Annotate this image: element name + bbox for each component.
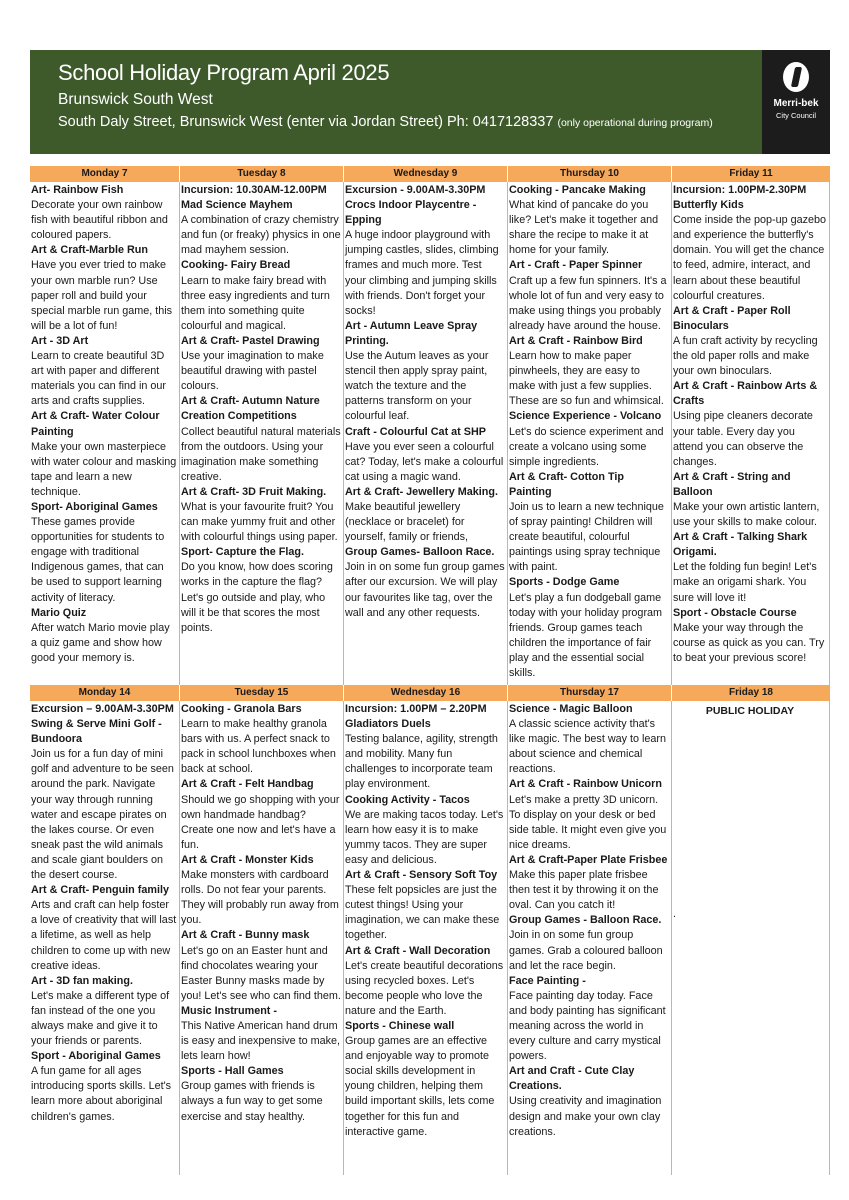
- day-column-thursday-10: [508, 182, 672, 685]
- day-header-monday-14: Monday 14: [30, 685, 180, 701]
- activity-title: Art & Craft - Rainbow Bird: [509, 334, 643, 347]
- day-column-wednesday-16: [344, 701, 508, 1175]
- activity-title: Art & Craft - Wall Decoration: [345, 944, 491, 957]
- day-column-friday-11: [672, 182, 830, 685]
- day-column-monday-7: [30, 182, 180, 685]
- activity-description: Make your way through the course as quick as you can. Try to beat your previous score!: [673, 621, 825, 664]
- activity-title: Art & Craft - Paper Roll Binoculars: [673, 304, 791, 332]
- activity-title: Cooking - Pancake Making: [509, 184, 646, 196]
- merri-bek-logo-icon: [783, 62, 809, 92]
- day-header-thursday-17: Thursday 17: [508, 685, 672, 701]
- activity-description: Face painting day today. Face and body painting has significant meaning across the world in every culture and carry mystical powers.: [509, 989, 666, 1063]
- activity-title: Incursion: 1.00PM – 2.20PM Gladiators Duels: [345, 703, 487, 731]
- day-column-wednesday-9: [344, 182, 508, 685]
- activity-description: Let's make a different type of fan instead of the one you always make and give it to your friends or parents.: [31, 989, 170, 1048]
- address-text: South Daly Street, Brunswick West (enter via Jordan Street) Ph: 0417128337: [58, 114, 554, 130]
- location-subtitle: Brunswick South West: [58, 91, 213, 108]
- activity-description: Make beautiful jewellery (necklace or bracelet) for yourself, family or friends,: [345, 500, 469, 544]
- activity-description: A classic science activity that's like magic. The best way to learn about science and chemical reactions.: [509, 718, 667, 776]
- activity-title: Art & Craft - Talking Shark Origami.: [673, 531, 808, 559]
- activity-title: Mario Quiz: [31, 606, 87, 619]
- page-title: School Holiday Program April 2025: [58, 60, 390, 85]
- activity-description: Craft up a few fun spinners. It's a whole lot of fun and very easy to make using things you probably already have around the house.: [509, 274, 667, 332]
- activity-description: Let's make a pretty 3D unicorn. To display on your desk or bed side table. It might even give you nice dreams.: [509, 793, 667, 851]
- day-header-friday-11: Friday 11: [672, 166, 830, 182]
- activity-title: Incursion: 1.00PM-2.30PM Butterfly Kids: [673, 184, 807, 212]
- activity-description: Should we go shopping with your own handmade handbag? Create one now and let's have a fun.: [181, 793, 340, 851]
- activity-title: Science - Magic Balloon: [509, 703, 633, 715]
- activity-description: Come inside the pop-up gazebo and experience the butterfly's domain. You will get the chance to feed, admire, interact, and learn about these beautiful colourful creatures.: [673, 214, 827, 302]
- activity-title: Sports - Dodge Game: [509, 576, 620, 589]
- activity-title: Group Games- Balloon Race.: [345, 546, 495, 559]
- address-note: (only operational during program): [557, 117, 713, 129]
- activity-description: Make this paper plate frisbee then test it by throwing it on the oval. Can you catch it!: [509, 869, 659, 912]
- activity-description: Use your imagination to make beautiful drawing with pastel colours.: [181, 350, 324, 393]
- activity-description: Learn how to make paper pinwheels, they are easy to make with just a few supplies. These are so fun and whimsical.: [509, 350, 664, 408]
- activity-description: Use the Autum leaves as your stencil then apply spray paint, watch the texture and the patterns transform on your colourful leaf.: [345, 350, 489, 423]
- activity-title: Art - Autumn Leave Spray Printing.: [345, 319, 478, 347]
- activity-description: Using creativity and imagination design and make your own clay creations.: [509, 1095, 662, 1138]
- day-header-monday-7: Monday 7: [30, 166, 180, 182]
- activity-description: Make monsters with cardboard rolls. Do not fear your parents. They will probably run away from you.: [181, 869, 339, 927]
- activity-description: Using pipe cleaners decorate your table. Every day you attend you can observe the changes.: [673, 410, 813, 468]
- day-header-tuesday-8: Tuesday 8: [180, 166, 344, 182]
- day-column-monday-14: [30, 701, 180, 1175]
- activity-title: Art & Craft - Rainbow Unicorn: [509, 778, 662, 791]
- activity-title: Sports - Hall Games: [181, 1065, 284, 1078]
- activity-title: Craft - Colourful Cat at SHP: [345, 425, 486, 438]
- activity-description: Decorate your own rainbow fish with beautiful ribbon and coloured papers.: [31, 199, 168, 242]
- activity-description: Learn to make healthy granola bars with us. A perfect snack to pack in school lunchboxes when back at school.: [181, 718, 336, 776]
- activity-title: Art & Craft- Jewellery Making.: [345, 485, 498, 498]
- activity-description: Have you ever seen a colourful cat? Today, let's make a colourful cat using a magic wand.: [345, 440, 504, 483]
- activity-title: Art - 3D fan making.: [31, 974, 133, 987]
- activity-description: Collect beautiful natural materials from the outdoors. Using your imagination make something creative.: [181, 425, 341, 483]
- activity-description: Make your own artistic lantern, use your skills to make colour.: [673, 500, 820, 529]
- activity-title: Art & Craft- Pastel Drawing: [181, 334, 320, 347]
- activity-title: Science Experience - Volcano: [509, 410, 662, 423]
- activity-description: What is your favourite fruit? You can make yummy fruit and other with colourful things using paper.: [181, 500, 338, 544]
- activity-description: A fun craft activity by recycling the old paper rolls and make your own binoculars.: [673, 334, 818, 378]
- activity-title: Art & Craft - Monster Kids: [181, 853, 314, 866]
- day-header-wednesday-9: Wednesday 9: [344, 166, 508, 182]
- day-header-friday-18: Friday 18: [672, 685, 830, 701]
- activity-description: These games provide opportunities for students to engage with traditional Indigenous games, that can be used to support learning activity of literacy.: [31, 516, 165, 604]
- activity-title: Face Painting -: [509, 974, 586, 987]
- activity-title: Group Games - Balloon Race.: [509, 914, 662, 927]
- activity-title: Art & Craft-Paper Plate Frisbee: [509, 853, 668, 866]
- activity-title: Cooking- Fairy Bread: [181, 259, 291, 272]
- activity-title: Art and Craft - Cute Clay Creations.: [509, 1065, 635, 1093]
- activity-description: A fun game for all ages introducing sports skills. Let's learn more about aboriginal children's games.: [31, 1065, 172, 1123]
- activity-description: Group games are an effective and enjoyable way to promote social skills development in young children, helping them build important skills, lets come together for this fun and interactive game.: [345, 1035, 495, 1138]
- activity-title: Art & Craft - Rainbow Arts & Crafts: [673, 380, 818, 408]
- activity-title: Cooking Activity - Tacos: [345, 793, 470, 806]
- activity-title: Art & Craft- Penguin family: [31, 884, 169, 897]
- day-header-thursday-10: Thursday 10: [508, 166, 672, 182]
- activity-description: Do you know, how does scoring works in the capture the flag? Let's go outside and play, who will it be that scores the most points.: [181, 561, 333, 634]
- day-column-tuesday-8: [180, 182, 344, 685]
- activity-description: Join in on some fun group games after our excursion. We will play our favourites like tag, over the wall and any other requests.: [345, 561, 505, 619]
- activity-description: Let's play a fun dodgeball game today with your holiday program friends. Group games teach children the importance of fair play and the essential social skills.: [509, 591, 663, 679]
- activity-description: Let the folding fun begin! Let's make an origami shark. You sure will love it!: [673, 561, 817, 604]
- activity-title: Cooking - Granola Bars: [181, 703, 302, 715]
- activity-description: Let's go on an Easter hunt and find chocolates wearing your Easter Bunny masks made by you! Let's see who can find them.: [181, 944, 341, 1002]
- activity-title: Excursion – 9.00AM-3.30PM Swing & Serve Mini Golf - Bundoora: [31, 703, 174, 746]
- activity-description: Have you ever tried to make your own marble run? Use paper roll and build your special marble run game, this will be a lot of fun!: [31, 259, 173, 332]
- activity-title: Art & Craft-Marble Run: [31, 244, 148, 257]
- activity-title: Art & Craft- Cotton Tip Painting: [509, 470, 624, 498]
- activity-description: Learn to create beautiful 3D art with paper and different materials you can find in our arts and crafts supplies.: [31, 350, 167, 408]
- activity-title: Sport- Aboriginal Games: [31, 500, 158, 513]
- holiday-note: .: [673, 908, 676, 921]
- activity-description: Make your own masterpiece with water colour and masking tape and learn a new technique.: [31, 440, 177, 498]
- activity-description: Let's do science experiment and create a volcano using some simple ingredients.: [509, 425, 664, 468]
- activity-title: Art - Craft - Paper Spinner: [509, 259, 643, 272]
- activity-title: Sport- Capture the Flag.: [181, 546, 304, 559]
- activity-title: Art & Craft - Felt Handbag: [181, 778, 314, 791]
- activity-description: Join us for a fun day of mini golf and adventure to be seen around the park. Navigate your way through running water and escape pirates on the lakes course. Or even sneak past the wild animals and scale giant boulders on the desert course.: [31, 748, 174, 882]
- council-logo: [762, 50, 830, 154]
- activity-description: These felt popsicles are just the cutest things! Using your imagination, we can make these together.: [345, 884, 500, 942]
- activity-title: Art & Craft - String and Balloon: [673, 470, 791, 498]
- activity-description: Join in on some fun group games. Grab a coloured balloon and let the race begin.: [509, 929, 663, 972]
- activity-title: Sport - Aboriginal Games: [31, 1050, 161, 1063]
- activity-title: Sports - Chinese wall: [345, 1019, 455, 1032]
- day-column-tuesday-15: [180, 701, 344, 1175]
- public-holiday-label: PUBLIC HOLIDAY: [705, 705, 795, 717]
- activity-description: Learn to make fairy bread with three easy ingredients and turn them into something quite colourful and magical.: [181, 274, 330, 332]
- activity-description: This Native American hand drum is easy and inexpensive to make, lets learn how!: [181, 1019, 341, 1063]
- activity-title: Excursion - 9.00AM-3.30PM Crocs Indoor Playcentre - Epping: [345, 184, 486, 227]
- activity-description: Testing balance, agility, strength and mobility. Many fun challenges to incorporate team play environment.: [345, 733, 498, 791]
- activity-title: Art & Craft- 3D Fruit Making.: [181, 485, 327, 498]
- activity-description: Let's create beautiful decorations using recycled boxes. Let's become people who love the nature and the Earth.: [345, 959, 504, 1017]
- logo-subtitle: City Council: [775, 111, 816, 120]
- activity-title: Incursion: 10.30AM-12.00PM Mad Science Mayhem: [181, 184, 327, 212]
- day-column-friday-18: [672, 701, 830, 1175]
- activity-title: Art- Rainbow Fish: [31, 184, 124, 196]
- activity-description: What kind of pancake do you like? Let's make it together and share the recipe to make it at home for your family.: [509, 199, 659, 257]
- logo-name: Merri-bek: [773, 98, 819, 109]
- activity-title: Music Instrument -: [181, 1004, 277, 1017]
- day-header-tuesday-15: Tuesday 15: [180, 685, 344, 701]
- activity-description: Arts and craft can help foster a love of creativity that will last a lifetime, as well as help children to come up with new creative ideas.: [31, 899, 177, 972]
- activity-description: We are making tacos today. Let's learn how easy it is to make yummy tacos. They are super easy and delicious.: [345, 808, 504, 866]
- activity-title: Art & Craft- Water Colour Painting: [31, 410, 160, 438]
- program-grid: [30, 166, 830, 1175]
- day-column-thursday-17: [508, 701, 672, 1175]
- activity-title: Art - 3D Art: [31, 334, 89, 347]
- activity-description: A huge indoor playground with jumping castles, slides, climbing frames and much more. Test your climbing and jumping skills with friends. Don't forget your socks!: [345, 229, 499, 317]
- activity-description: Group games with friends is always a fun way to get some exercise and stay healthy.: [181, 1080, 323, 1123]
- activity-title: Art & Craft- Autumn Nature Creation Competitions: [181, 395, 320, 423]
- activity-description: A combination of crazy chemistry and fun (or freaky) physics in one mad mayhem session.: [181, 214, 341, 257]
- activity-title: Art & Craft - Sensory Soft Toy: [345, 869, 498, 882]
- activity-title: Sport - Obstacle Course: [673, 606, 797, 619]
- activity-description: After watch Mario movie play a quiz game and show how good your memory is.: [31, 621, 170, 664]
- activity-description: Join us to learn a new technique of spray painting! Children will create beautiful, colourful paintings using spray technique with paint.: [509, 500, 664, 574]
- address-line: [58, 114, 713, 130]
- activity-title: Art & Craft - Bunny mask: [181, 929, 310, 942]
- day-header-wednesday-16: Wednesday 16: [344, 685, 508, 701]
- program-header: [30, 50, 830, 154]
